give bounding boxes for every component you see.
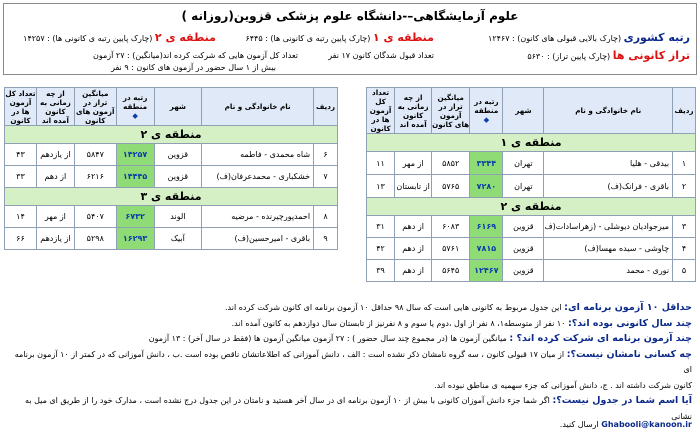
table-cell: احمدپورچیرنده - مرضیه [202,206,314,228]
table-cell: قزوین [154,166,202,188]
footer: Ghabooli@kanoon.ir ارسال کنید. [559,420,692,429]
table-cell: از دهم [395,260,432,282]
table-cell: قزوین [503,216,544,238]
table-cell: ۶۷۳۲ [116,206,154,228]
table-cell: ۶۱۶۹ [470,216,503,238]
table-cell: ۱۲۴۶۷ [470,260,503,282]
table-cell: ۱۴۴۴۵ [116,166,154,188]
table-cell: ۱۶۲۹۳ [116,228,154,250]
col-score: میانگین تراز در آزمون های کانون [432,88,470,134]
page-title: علوم آزمایشگاهی–-دانشگاه علوم پزشکی قزوین(روزانه ) [181,9,519,23]
table-row [5,144,338,166]
table-cell: ۵ [673,260,696,282]
kanoon-score: تراز کانونی ها (چارک پایین تراز) : ۵۶۳۰ [527,49,690,62]
note-line: چند آزمون برنامه ای شرکت کرده اند؟ : میانگین آزمون ها (در مجموع چند سال حضور ) : ۲۷ آزمون میانگین آزمون ها (فقط در سال آخر) : ۱۳ آزمون [148,333,692,344]
note-line: کانون شرکت داشته اند . ج، دانش آموزانی که جزء سهمیه ی مناطق نبوده اند. [434,380,692,390]
table-cell: ۸ [314,206,338,228]
col-since: از چه زمانی به کانون آمده اند [395,88,432,134]
right-results-table [366,87,696,282]
table-row [367,238,696,260]
table-cell: ۱۴۲۵۷ [116,144,154,166]
table-cell: تهران [503,175,544,198]
region-title: منطقه ی ۲ [5,126,338,144]
table-row [367,216,696,238]
table-cell: ۷۸۱۵ [470,238,503,260]
table-cell: ۵۷۶۱ [432,238,470,260]
table-cell: ۷ [314,166,338,188]
note-line: چند سال کانونی بوده اند؟: ۱۰ نفر از متوسطه۱، ۸ نفر از اول ،دوم یا سوم و ۸ نفرنیز از تابستان سال دوازدهم به کانون آمده اند. [231,317,692,329]
table-cell: چاوشی - سیده مهسا(ف) [544,238,673,260]
table-cell: ۳۱ [367,216,395,238]
table-row [5,228,338,250]
col-rank: رتبه در منطقه ◆ [116,88,154,126]
table-cell: قزوین [154,144,202,166]
note-line: آیا اسم شما در جدول نیست؟: اگر شما جزء دانش آموزان کانونی با بیش از ۱۰ آزمون برنامه ای در سال آخر هستید و نامتان در این جدول درج نشده است ، مدارک خود را از طریق ای میل به نشانی [25,395,692,421]
table-cell: از یازدهم [36,144,74,166]
region-title: منطقه ی ۲ [367,198,696,216]
table-cell: ۹ [314,228,338,250]
table-cell: ۲ [673,175,696,198]
col-total: تعداد کل آزمون ها در کانون [367,88,395,134]
table-cell: آبیک [154,228,202,250]
table-cell: ۳۹ [367,260,395,282]
col-name: نام خانوادگی و نام [544,88,673,134]
notes-section [8,300,692,424]
table-cell: ۴۳ [5,144,37,166]
region1-rank: منطقه ی ۱ (چارک پایین رتبه ی کانونی ها) : ۶۴۴۵ [245,31,434,44]
left-results-table [4,87,338,250]
table-cell: ۱۳ [367,175,395,198]
table-row [5,166,338,188]
table-cell: ۱۱ [367,152,395,175]
table-cell: نوری - محمد [544,260,673,282]
table-row [367,260,696,282]
table-cell: از مهر [36,206,74,228]
table-row [367,175,696,198]
table-cell: تهران [503,152,544,175]
table-row [367,152,696,175]
table-cell: ۶۲۱۶ [74,166,116,188]
region-title: منطقه ی ۱ [367,134,696,152]
table-cell: از مهر [395,152,432,175]
average-exams: تعداد کل آزمون هایی که شرکت کرده اند(میانگین) : ۲۷ آزمون [93,51,298,60]
table-cell: از یازدهم [36,228,74,250]
table-cell: ۱ [673,152,696,175]
table-cell: از تابستان [395,175,432,198]
table-cell: میرجوادیان دیوشلی - (زهراسادات(ف [544,216,673,238]
col-rank: رتبه در منطقه ◆ [470,88,503,134]
region2-rank: منطقه ی ۲ (چارک پایین رتبه ی کانونی ها) : ۱۴۲۵۷ [23,31,216,44]
col-city: شهر [154,88,202,126]
table-cell: ۳ [673,216,696,238]
table-cell: باقری - امیرحسین(ف) [202,228,314,250]
table-cell: از دهم [36,166,74,188]
table-cell: ۵۲۹۸ [74,228,116,250]
table-cell: ۱۴ [5,206,37,228]
table-cell: ۶ [314,144,338,166]
table-cell: ۷۲۸۰ [470,175,503,198]
table-cell: خشکباری - محمدعرفان(ف) [202,166,314,188]
table-cell: ۳۳۴۴ [470,152,503,175]
table-cell: از دهم [395,216,432,238]
table-cell: ۵۸۵۲ [432,152,470,175]
table-cell: الوند [154,206,202,228]
note-line: چه کسانی نامشان نیست؟: از میان ۱۷ قبولی کانون ، سه گروه نامشان ذکر نشده است : الف ، دانش آموزانی که اطلاعاتشان ناقص بوده است .ب ، دانش آموزانی که در کمتر از ۱۰ آزمون برنامه ای [14,348,692,374]
table-cell: از دهم [395,238,432,260]
table-row [5,206,338,228]
table-cell: ۵۶۴۵ [432,260,470,282]
table-cell: ۵۸۴۷ [74,144,116,166]
table-cell: ۶۰۸۳ [432,216,470,238]
table-cell: ۶۶ [5,228,37,250]
info-header [3,3,697,75]
note-line: حداقل ۱۰ آزمون برنامه ای: این جدول مربوط به کانونی هایی است که سال ۹۸ حداقل ۱۰ آزمون برنامه ای کانون شرکت کرده اند. [224,302,692,313]
col-name: نام خانوادگی و نام [202,88,314,126]
col-index: ردیف [673,88,696,134]
national-rank: رتبه کشوری (چارک بالایی قبولی های کانون) : ۱۲۴۶۷ [488,31,690,44]
region-title: منطقه ی ۳ [5,188,338,206]
col-since: از چه زمانی به کانون آمده اند [36,88,74,126]
table-cell: ۴ [673,238,696,260]
table-cell: قزوین [503,238,544,260]
col-city: شهر [503,88,544,134]
contact-email-link[interactable]: Ghabooli@kanoon.ir [601,420,692,429]
table-cell: ۵۴۰۷ [74,206,116,228]
col-score: میانگین تراز در آزمون های کانون [76,88,115,125]
multi-year-count: بیش از ۱ سال حضور در آزمون های کانون : ۹ نفر [111,63,276,72]
table-cell: باقری - فرانک(ف) [544,175,673,198]
table-cell: ۵۷۶۵ [432,175,470,198]
col-total: تعداد کل آزمون ها در کانون [5,88,36,125]
table-cell: بیدقی - هلیا [544,152,673,175]
table-cell: ۴۲ [367,238,395,260]
col-index: ردیف [314,88,338,126]
table-cell: قزوین [503,260,544,282]
table-cell: شاه محمدی - فاطمه [202,144,314,166]
table-cell: ۳۳ [5,166,37,188]
accepted-count: تعداد قبول شدگان کانون ۱۷ نفر [328,51,434,60]
